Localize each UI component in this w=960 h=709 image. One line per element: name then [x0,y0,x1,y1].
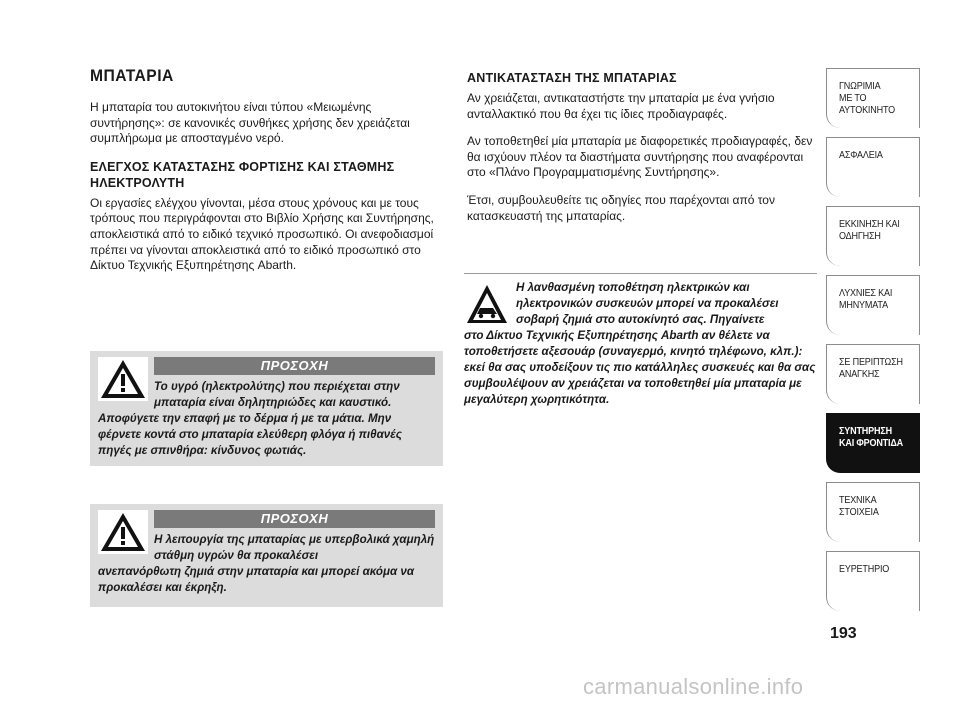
tab-maintenance[interactable]: ΣΥΝΤΗΡΗΣΗ ΚΑΙ ΦΡΟΝΤΙΔΑ [826,413,920,473]
tab-index[interactable]: ΕΥΡΕΤΗΡΙΟ [826,551,920,611]
warning-box-low-level [90,504,443,607]
right-column [467,70,817,236]
note-text-first: Η λανθασμένη τοποθέτηση ηλεκτρικών και ηλεκτρονικών συσκευών μπορεί να προκαλέσει σοβαρή ζημιά στο αυτοκίνητό σας. Πηγαίνετε [516,281,779,326]
warning-text-rest: Αποφύγετε την επαφή με το δέρμα ή με τα μάτια. Μην φέρνετε κοντά στο μπαταρία ελεύθερη φλόγα ή πιθανές πηγές με σπινθήρα: κίνδυνος φωτιάς. [98,412,402,457]
left-column [90,66,445,286]
check-heading: ΕΛΕΓΧΟΣ ΚΑΤΑΣΤΑΣΗΣ ΦΟΡΤΙΣΗΣ ΚΑΙ ΣΤΑΘΜΗΣ ΗΛΕΚΤΡΟΛΥΤΗ [90,159,395,190]
warning-text-first: Το υγρό (ηλεκτρολύτης) που περιέχεται στην μπαταρία είναι δηλητηριώδες και καυστικό. [154,380,400,409]
accessory-note [464,273,817,408]
page-number: 193 [830,625,857,642]
car-accessory-icon [466,283,508,325]
warning-label: ΠΡΟΣΟΧΗ [154,510,435,528]
tab-starting-driving[interactable]: ΕΚΚΙΝΗΣΗ ΚΑΙ ΟΔΗΓΗΣΗ [826,206,920,266]
replacement-p1: Αν χρειάζεται, αντικαταστήστε την μπαταρία με ένα γνήσιο ανταλλακτικό που θα έχει τις ίδιες προδιαγραφές. [467,91,775,121]
warning-text-first: Η λειτουργία της μπαταρίας με υπερβολικά χαμηλή στάθμη υγρών θα προκαλέσει [154,533,435,562]
check-text: Οι εργασίες ελέγχου γίνονται, μέσα στους χρόνους και με τους τρόπους που περιγράφονται στο Βιβλίο Χρήσης και Συντήρησης, αποκλειστικά από το ειδικό τεχνικό προσωπικό. Οι ανεφοδιασμοί πρέπει να γίνονται αποκλειστικά από το ειδικό προσωπικό στο Δίκτυο Τεχνικής Εξυπηρέτησης Abarth. [90,195,434,273]
tab-emergency[interactable]: ΣΕ ΠΕΡΙΠΤΩΣΗ ΑΝΑΓΚΗΣ [826,344,920,404]
note-text-rest: στο Δίκτυο Τεχνικής Εξυπηρέτησης Abarth αν θέλετε να τοποθετήσετε αξεσουάρ (συναγερμό, κινητό τηλέφωνο, κλπ.): εκεί θα σας υποδείξουν τις πιο κατάλληλες συσκευές και θα σας συμβουλέψουν αν χρειάζεται να τοποθετηθεί μία μπαταρία με μεγαλύτερη χωρητικότητα. [464,329,816,406]
battery-title: ΜΠΑΤΑΡΙΑ [90,66,174,85]
tab-warning-lights[interactable]: ΛΥΧΝΙΕΣ ΚΑΙ ΜΗΝΥΜΑΤΑ [826,275,920,335]
warning-label: ΠΡΟΣΟΧΗ [154,357,435,375]
warning-triangle-icon [98,510,148,554]
watermark: carmanualsonline.info [583,674,804,699]
chapter-sidebar [826,68,920,620]
battery-intro: Η μπαταρία του αυτοκινήτου είναι τύπου «Μειωμένης συντήρησης»: σε κανονικές συνθήκες χρήσης δεν χρειάζεται συμπλήρωμα με αποσταγμένο νερό. [90,100,410,146]
warning-text-rest: ανεπανόρθωτη ζημιά στην μπαταρία και μπορεί ακόμα να προκαλέσει και έκρηξη. [98,565,415,594]
replacement-p2: Αν τοποθετηθεί μία μπαταρία με διαφορετικές προδιαγραφές, δεν θα ισχύουν πλέον τα διαστήματα συντήρησης που αναφέρονται στο «Πλάνο Προγραμματισμένης Συντήρησης». [467,134,813,180]
tab-technical-data[interactable]: ΤΕΧΝΙΚΑ ΣΤΟΙΧΕΙΑ [826,482,920,542]
tab-getting-to-know[interactable]: ΓΝΩΡΙΜΙΑ ΜΕ ΤΟ ΑΥΤΟΚΙΝΗΤΟ [826,68,920,128]
warning-box-electrolyte [90,351,443,466]
warning-triangle-icon [98,357,148,401]
replacement-heading: ΑΝΤΙΚΑΤΑΣΤΑΣΗ ΤΗΣ ΜΠΑΤΑΡΙΑΣ [467,71,677,85]
tab-safety[interactable]: ΑΣΦΑΛΕΙΑ [826,137,920,197]
replacement-p3: Έτσι, συμβουλευθείτε τις οδηγίες που παρέχονται από τον κατασκευαστή της μπαταρίας. [467,192,775,223]
